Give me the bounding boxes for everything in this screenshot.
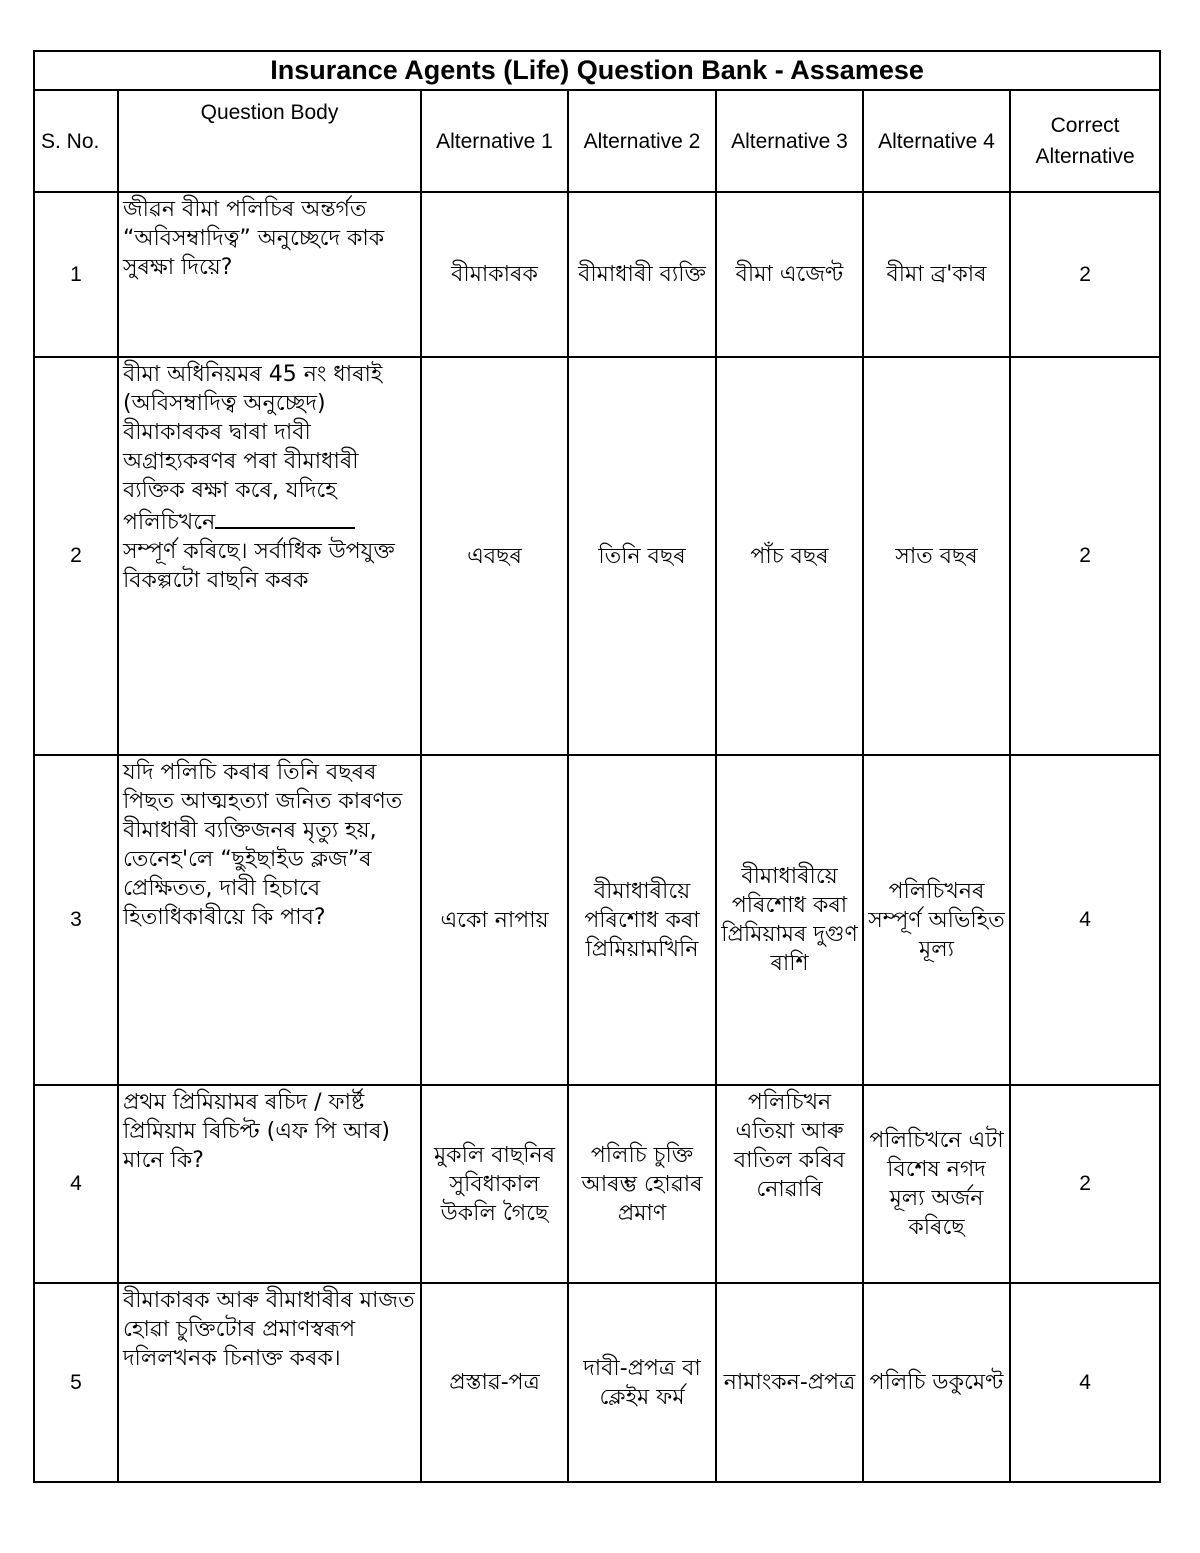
alternative-2: বীমাধাৰীয়ে পৰিশোধ কৰা প্ৰিমিয়ামখিনি (568, 755, 716, 1085)
header-sno: S. No. (34, 90, 118, 192)
alternative-4: পলিচি ডকুমেণ্ট (863, 1283, 1010, 1482)
alternative-1: প্ৰস্তাৱ-পত্ৰ (421, 1283, 568, 1482)
header-row (34, 90, 1160, 192)
alternative-3: পাঁচ বছৰ (716, 357, 863, 755)
row-sno: 1 (34, 192, 118, 357)
alternative-3: পলিচিখন এতিয়া আৰু বাতিল কৰিব নোৱাৰি (716, 1085, 863, 1283)
alternative-4: সাত বছৰ (863, 357, 1010, 755)
alternative-2: দাবী-প্ৰপত্ৰ বা ক্লেইম ফৰ্ম (568, 1283, 716, 1482)
question-bank-table (33, 50, 1161, 1483)
header-alternative-2: Alternative 2 (568, 90, 716, 192)
table-title: Insurance Agents (Life) Question Bank - Assamese (34, 51, 1160, 90)
alternative-3: নামাংকন-প্ৰপত্ৰ (716, 1283, 863, 1482)
alternative-1: বীমাকাৰক (421, 192, 568, 357)
question-body: জীৱন বীমা পলিচিৰ অন্তৰ্গত “অবিসম্বাদিত্ব” অনুচ্ছেদে কাক সুৰক্ষা দিয়ে? (118, 192, 421, 357)
table-row (34, 192, 1160, 357)
table-row (34, 1283, 1160, 1482)
alternative-1: মুকলি বাছনিৰ সুবিধাকাল উকলি গৈছে (421, 1085, 568, 1283)
question-body: বীমাকাৰক আৰু বীমাধাৰীৰ মাজত হোৱা চুক্তিটোৰ প্ৰমাণস্বৰূপ দলিলখনক চিনাক্ত কৰক। (118, 1283, 421, 1482)
alternative-4: পলিচিখনে এটা বিশেষ নগদ মূল্য অৰ্জন কৰিছে (863, 1085, 1010, 1283)
fill-in-blank (215, 505, 355, 529)
correct-alternative: 4 (1010, 755, 1160, 1085)
table-row (34, 1085, 1160, 1283)
alternative-1: একো নাপায় (421, 755, 568, 1085)
alternative-2: পলিচি চুক্তি আৰম্ভ হোৱাৰ প্ৰমাণ (568, 1085, 716, 1283)
correct-alternative: 2 (1010, 192, 1160, 357)
alternative-3: বীমাধাৰীয়ে পৰিশোধ কৰা প্ৰিমিয়ামৰ দুগুণ ৰাশি (716, 755, 863, 1085)
question-text-part-2: সম্পূৰ্ণ কৰিছে। সৰ্বাধিক উপযুক্ত বিকল্পটো বাছনি কৰক (123, 539, 395, 593)
correct-alternative: 4 (1010, 1283, 1160, 1482)
header-question-body: Question Body (118, 90, 421, 192)
question-body: প্ৰথম প্ৰিমিয়ামৰ ৰচিদ / ফাৰ্ষ্ট প্ৰিমিয়াম ৰিচিপ্ট (এফ পি আৰ) মানে কি? (118, 1085, 421, 1283)
question-text-part-1: বীমা অধিনিয়মৰ 45 নং ধাৰাই (অবিসম্বাদিত্ব অনুচ্ছেদ) বীমাকাৰকৰ দ্বাৰা দাবী অগ্ৰাহ্যকৰণৰ পৰা বীমাধাৰী ব্যক্তিক ৰক্ষা কৰে, যদিহে পলিচিখনে (123, 362, 383, 535)
correct-alternative: 2 (1010, 357, 1160, 755)
row-sno: 3 (34, 755, 118, 1085)
question-body: যদি পলিচি কৰাৰ তিনি বছৰৰ পিছত আত্মহত্যা জনিত কাৰণত বীমাধাৰী ব্যক্তিজনৰ মৃত্যু হয়, তেনেহ'লে “ছুইছাইড ক্লজ”ৰ প্ৰেক্ষিতত, দাবী হিচাবে হিতাধিকাৰীয়ে কি পাব? (118, 755, 421, 1085)
correct-alternative: 2 (1010, 1085, 1160, 1283)
alternative-4: পলিচিখনৰ সম্পূৰ্ণ অভিহিত মূল্য (863, 755, 1010, 1085)
alternative-2: বীমাধাৰী ব্যক্তি (568, 192, 716, 357)
row-sno: 4 (34, 1085, 118, 1283)
table-row (34, 357, 1160, 755)
row-sno: 2 (34, 357, 118, 755)
header-alternative-3: Alternative 3 (716, 90, 863, 192)
header-correct-alternative: Correct Alternative (1010, 90, 1160, 192)
row-sno: 5 (34, 1283, 118, 1482)
header-alternative-4: Alternative 4 (863, 90, 1010, 192)
alternative-4: বীমা ব্ৰ'কাৰ (863, 192, 1010, 357)
alternative-3: বীমা এজেণ্ট (716, 192, 863, 357)
alternative-2: তিনি বছৰ (568, 357, 716, 755)
header-alternative-1: Alternative 1 (421, 90, 568, 192)
question-body (118, 357, 421, 755)
alternative-1: এবছৰ (421, 357, 568, 755)
table-row (34, 755, 1160, 1085)
